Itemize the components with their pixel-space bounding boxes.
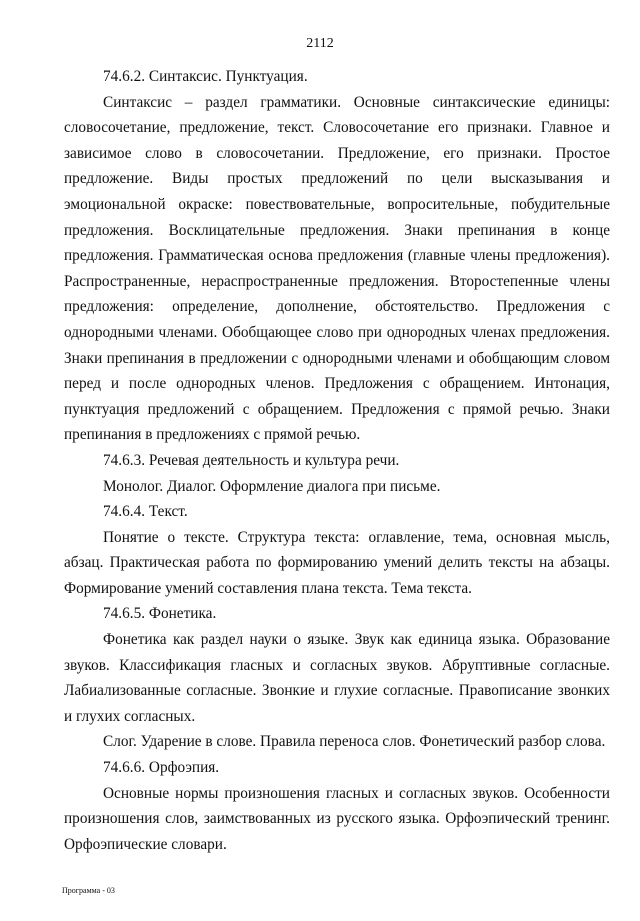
section-heading-speech: 74.6.3. Речевая деятельность и культура речи. — [103, 451, 400, 469]
section-heading-syntax: 74.6.2. Синтаксис. Пунктуация. — [103, 68, 308, 85]
section-heading-phonetics: 74.6.5. Фонетика. — [103, 605, 217, 623]
footer-label: Программа - 03 — [62, 886, 115, 895]
paragraph-syllable: Слог. Ударение в слове. Правила переноса слов. Фонетический разбор слова. — [103, 733, 606, 751]
paragraph-phonetics: Фонетика как раздел науки о языке. Звук как единица языка. Образование звуков. Классификация гласных и согласных звуков. Абруптивные согласные. Лабиализованные согласные. Звонкие и глухие согласные. Правописание звонких и глухих согласных. — [64, 631, 610, 725]
paragraph-speech: Монолог. Диалог. Оформление диалога при письме. — [103, 477, 441, 495]
document-body — [64, 64, 610, 857]
paragraph-orthoepy: Основные нормы произношения гласных и согласных звуков. Особенности произношения слов, заимствованных из русского языка. Орфоэпический тренинг. Орфоэпические словари. — [64, 784, 610, 853]
section-heading-text: 74.6.4. Текст. — [103, 503, 188, 521]
page-number: 2112 — [306, 36, 334, 51]
paragraph-syntax: Синтаксис – раздел грамматики. Основные синтаксические единицы: словосочетание, предложение, текст. Словосочетание его признаки. Главное и зависимое слово в словосочетании. Предложение, его признаки. Простое предложение. Виды простых предложений по цели высказывания и эмоциональной окраске: повествовательные, вопросительные, побудительные предложения. Восклицательные предложения. Знаки препинания в конце предложения. Грамматическая основа предложения (главные члены предложения). Распространенные, нераспространенные предложения. Второстепенные члены предложения: определение, дополнение, обстоятельство. Предложения с однородными членами. Обобщающее слово при однородных членах предложения. Знаки препинания в предложении с однородными членами и обобщающим словом перед и после однородных членов. Предложения с обращением. Интонация, пунктуация предложений с обращением. Предложения с прямой речью. Знаки препинания в предложениях с прямой речью. — [64, 93, 610, 444]
paragraph-text: Понятие о тексте. Структура текста: оглавление, тема, основная мысль, абзац. Практическая работа по формированию умений делить тексты на абзацы. Формирование умений составления плана текста. Тема текста. — [64, 528, 610, 597]
section-heading-orthoepy: 74.6.6. Орфоэпия. — [103, 759, 220, 777]
